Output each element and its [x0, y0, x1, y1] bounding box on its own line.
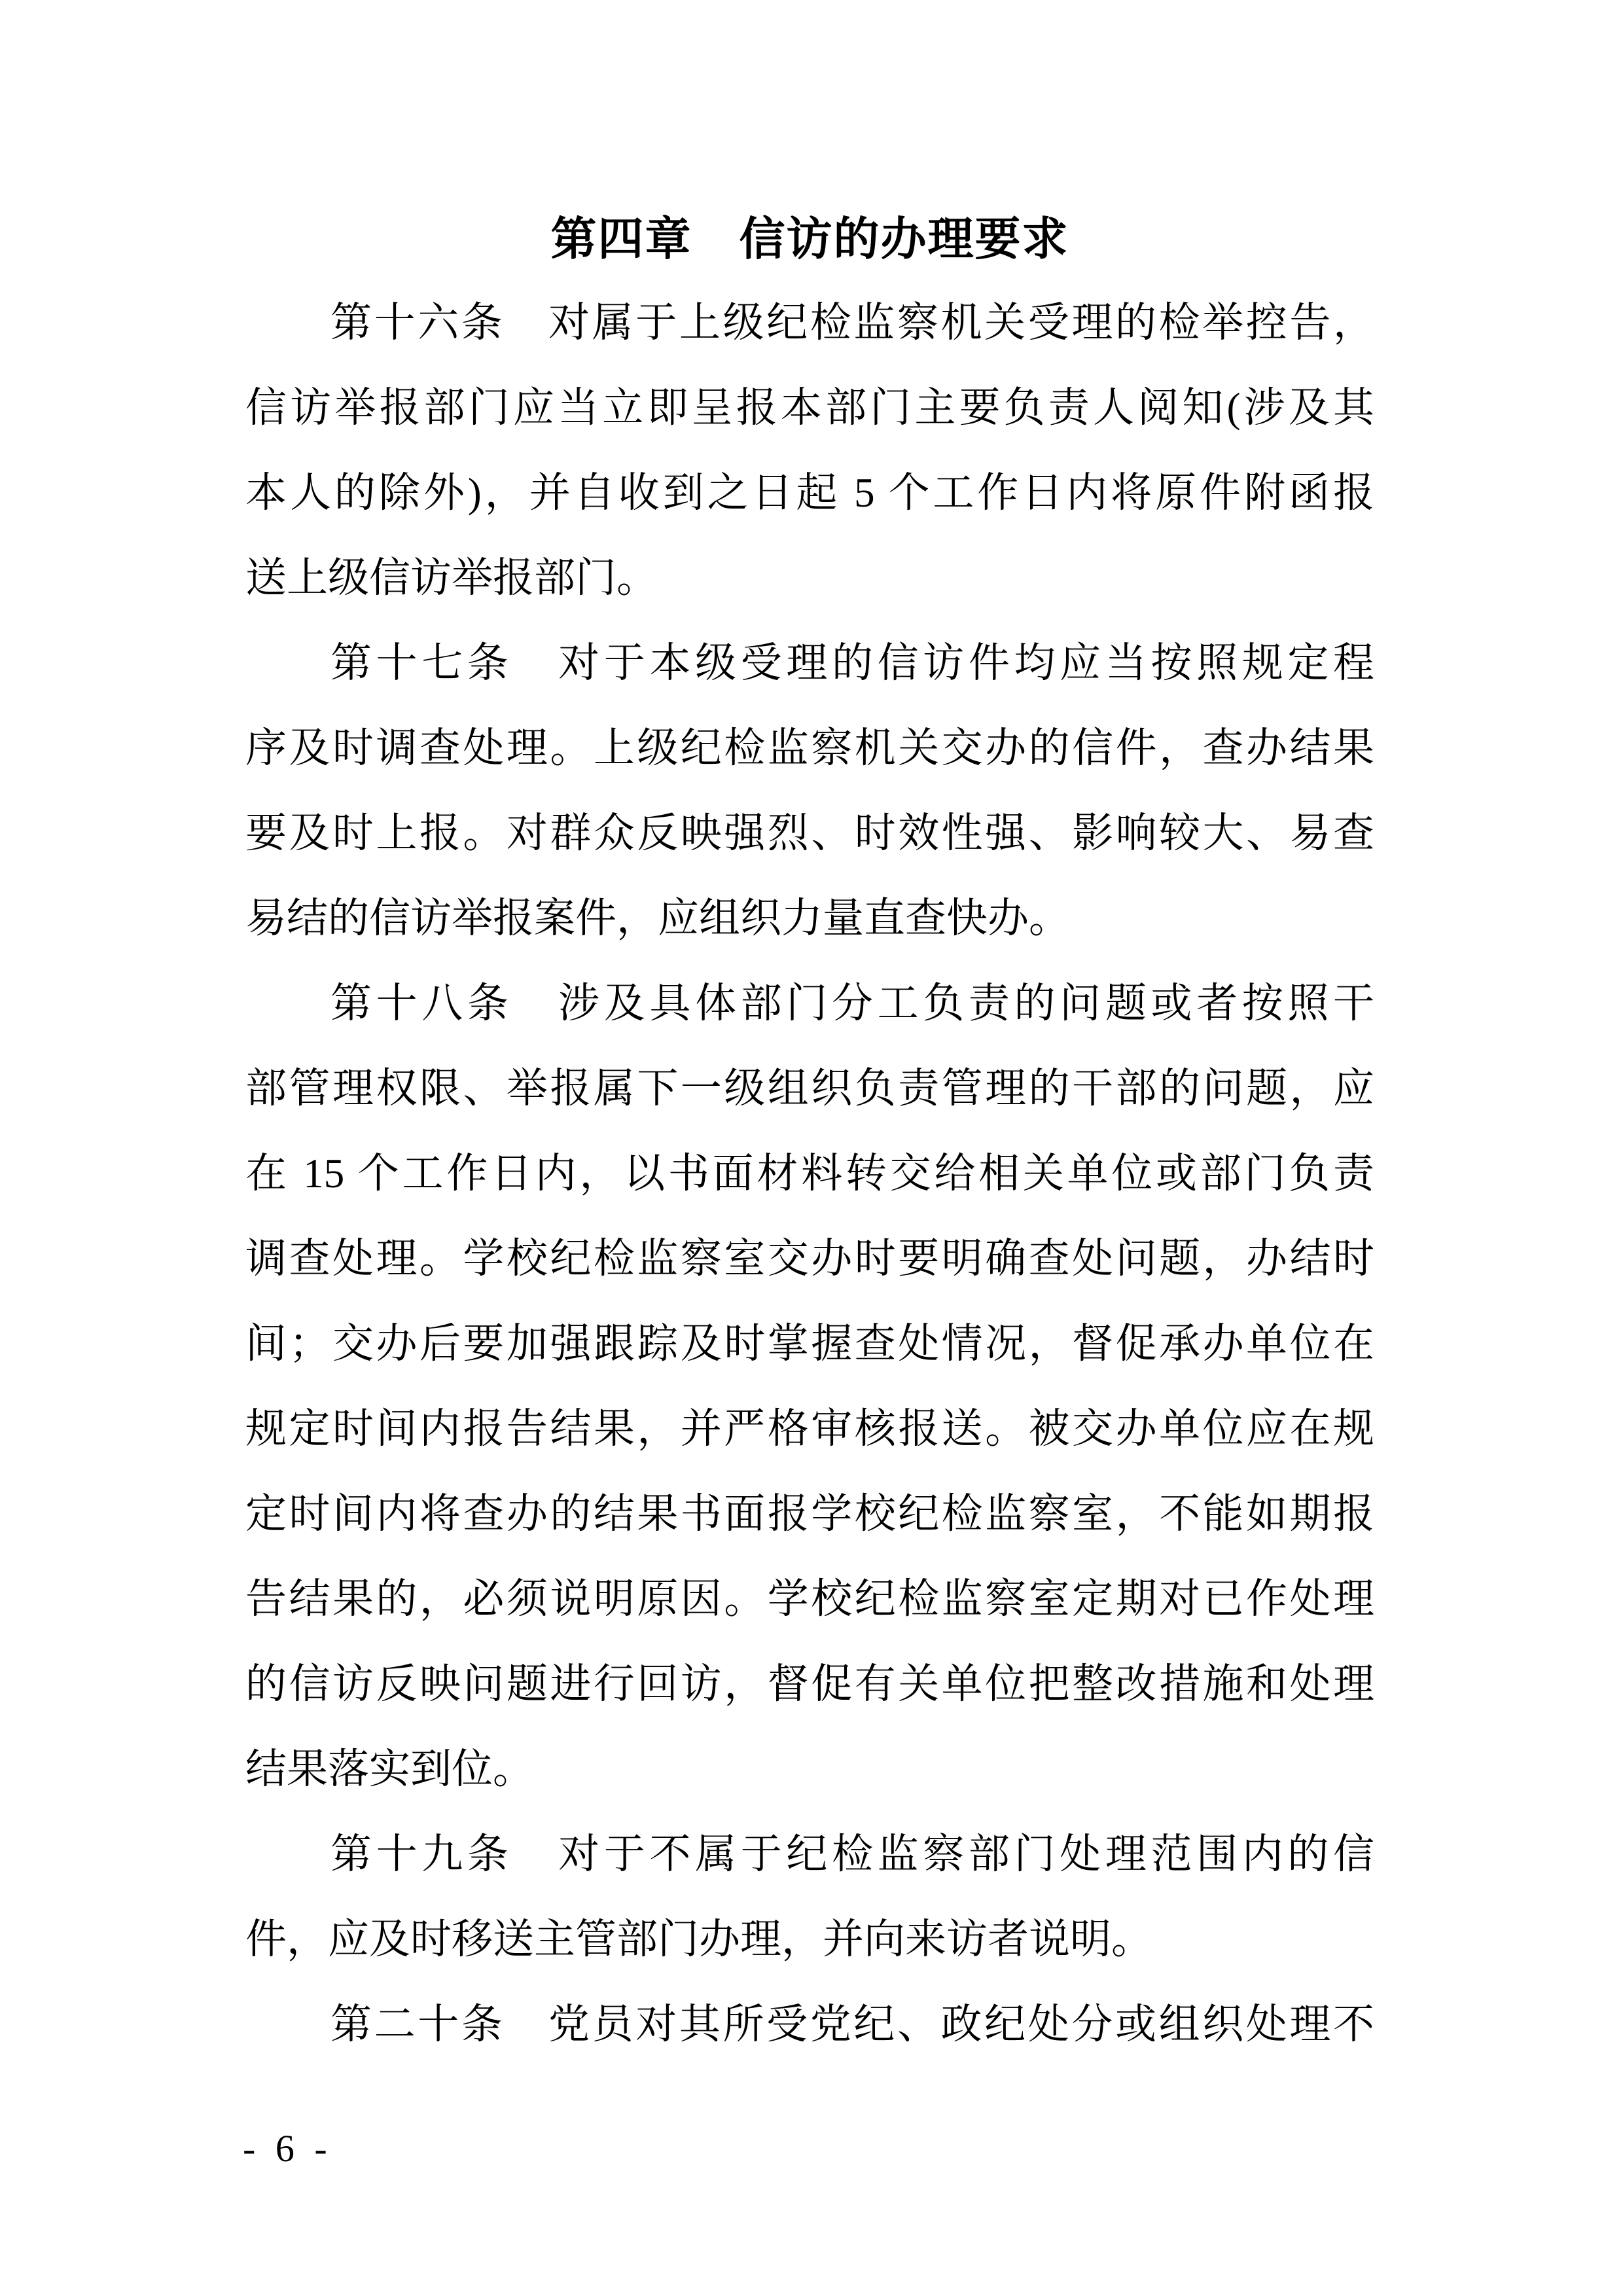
text-line: 序及时调查处理。上级纪检监察机关交办的信件，查办结果 [245, 725, 1374, 771]
text-line: 第十九条 对于不属于纪检监察部门处理范围内的信 [330, 1831, 1374, 1877]
text-line: 间；交办后要加强跟踪及时掌握查处情况，督促承办单位在 [245, 1321, 1374, 1367]
text-line: 规定时间内报告结果，并严格审核报送。被交办单位应在规 [245, 1406, 1374, 1452]
text-line: 信访举报部门应当立即呈报本部门主要负责人阅知(涉及其 [245, 385, 1374, 431]
text-line: 在 15 个工作日内，以书面材料转交给相关单位或部门负责 [245, 1151, 1374, 1196]
page-number: - 6 - [243, 2127, 332, 2170]
text-line: 部管理权限、举报属下一级组织负责管理的干部的问题，应 [245, 1066, 1374, 1111]
text-line: 告结果的，必须说明原因。学校纪检监察室定期对已作处理 [245, 1576, 1374, 1622]
text-line: 结果落实到位。 [245, 1746, 534, 1792]
text-line: 本人的除外)，并自收到之日起 5 个工作日内将原件附函报 [245, 470, 1374, 516]
text-line: 件，应及时移送主管部门办理，并向来访者说明。 [245, 1916, 1152, 1962]
text-line: 易结的信访举报案件，应组织力量直查快办。 [245, 895, 1070, 941]
chapter-title: 第四章 信访的办理要求 [550, 213, 1069, 264]
text-line: 第十八条 涉及具体部门分工负责的问题或者按照干 [330, 980, 1374, 1026]
text-line: 调查处理。学校纪检监察室交办时要明确查处问题，办结时 [245, 1236, 1374, 1282]
text-line: 送上级信访举报部门。 [245, 555, 658, 601]
text-line: 的信访反映问题进行回访，督促有关单位把整改措施和处理 [245, 1661, 1374, 1707]
text-line: 第十六条 对属于上级纪检监察机关受理的检举控告， [330, 300, 1374, 346]
text-line: 第二十条 党员对其所受党纪、政纪处分或组织处理不 [330, 2001, 1374, 2047]
text-line: 定时间内将查办的结果书面报学校纪检监察室，不能如期报 [245, 1491, 1374, 1537]
text-line: 第十七条 对于本级受理的信访件均应当按照规定程 [330, 640, 1374, 686]
document-body [245, 280, 1374, 2067]
text-line: 要及时上报。对群众反映强烈、时效性强、影响较大、易查 [245, 810, 1374, 856]
